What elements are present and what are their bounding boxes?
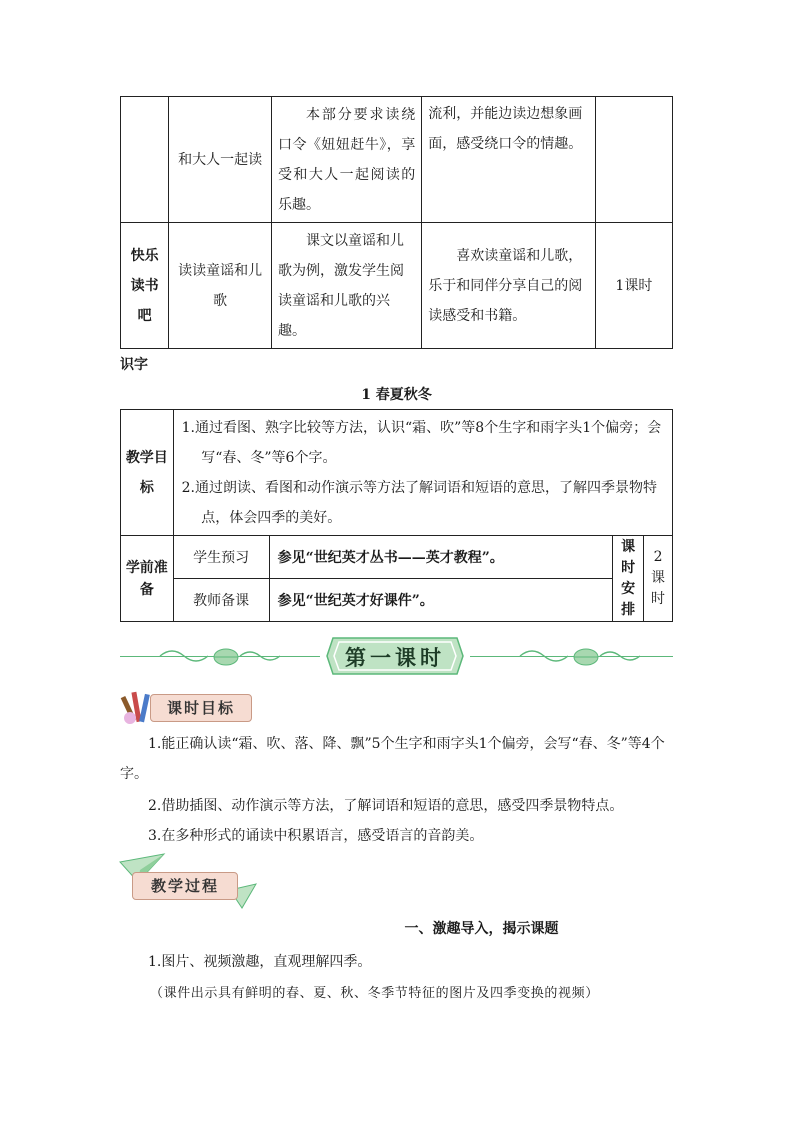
table-row xyxy=(121,223,673,349)
table-cell xyxy=(269,579,613,622)
table-row xyxy=(121,410,673,536)
student-label: 学生预习 xyxy=(193,550,250,566)
table-cell xyxy=(644,536,673,622)
lesson-plan-table xyxy=(120,409,673,622)
objective-item: 2.借助插图、动作演示等方法，了解词语和短语的意思，感受四季景物特点。 xyxy=(148,798,624,814)
cell-text: 喜欢读童谣和儿歌，乐于和同伴分享自己的阅读感受和书籍。 xyxy=(428,247,583,324)
lesson-title: 1 春夏秋冬 xyxy=(361,387,432,403)
cell-text: 流利，并能边读边想象画面，感受绕口令的情趣。 xyxy=(428,106,583,152)
objective-item: 3.在多种形式的诵读中积累语言，感受语言的音韵美。 xyxy=(148,828,484,844)
table-cell xyxy=(272,223,422,349)
part1-heading: 一、激趣导入，揭示课题 xyxy=(404,921,559,937)
cell-text: 读读童谣和儿歌 xyxy=(178,262,263,309)
teacher-value: 参见“世纪英才好课件”。 xyxy=(277,593,434,609)
section-heading: 识字 xyxy=(120,357,148,373)
vine-right-icon xyxy=(480,640,650,674)
table-cell xyxy=(121,97,169,223)
student-value: 参见“世纪英才丛书——英才教程”。 xyxy=(277,550,504,566)
table-cell xyxy=(422,223,596,349)
table-row xyxy=(121,97,673,223)
goal-item: 1.通过看图、熟字比较等方法，认识“霜、吹”等8个生字和雨字头1个偏旁；会写“春、冬”等6个字。 xyxy=(181,419,662,466)
schedule-label: 课时安排 xyxy=(621,538,636,618)
table-cell xyxy=(121,223,169,349)
table-cell xyxy=(169,223,272,349)
cell-text: 本部分要求读绕口令《妞妞赶牛》，享受和大人一起阅读的乐趣。 xyxy=(278,106,416,213)
table-cell xyxy=(169,97,272,223)
table-cell xyxy=(269,536,613,579)
cell-text: 课文以童谣和儿歌为例，激发学生阅读童谣和儿歌的兴趣。 xyxy=(278,232,405,339)
step-note: （课件出示具有鲜明的春、夏、秋、冬季节特征的图片及四季变换的视频） xyxy=(150,986,599,1001)
table-cell xyxy=(595,97,672,223)
table-cell xyxy=(173,410,672,536)
table-cell xyxy=(595,223,672,349)
table-cell xyxy=(121,410,174,536)
vine-left-icon xyxy=(150,640,320,674)
prep-label: 学前准备 xyxy=(125,559,168,598)
table-cell xyxy=(422,97,596,223)
table-cell xyxy=(173,579,269,622)
step-item: 1.图片、视频激趣，直观理解四季。 xyxy=(148,954,372,970)
schedule-value: 2课时 xyxy=(651,549,666,607)
row-label: 快乐读书吧 xyxy=(130,247,159,324)
teacher-label: 教师备课 xyxy=(193,593,250,609)
curriculum-table xyxy=(120,96,673,349)
table-cell xyxy=(272,97,422,223)
goal-label: 教学目标 xyxy=(125,449,168,496)
table-row xyxy=(121,536,673,579)
objective-item: 1.能正确认读“霜、吹、落、降、飘”5个生字和雨字头1个偏旁，会写“春、冬”等4个字。 xyxy=(120,736,665,782)
banner-title: 第一课时 xyxy=(345,645,445,670)
cell-text: 1课时 xyxy=(615,277,653,294)
table-cell xyxy=(121,536,174,622)
goal-item: 2.通过朗读、看图和动作演示等方法了解词语和短语的意思，了解四季景物特点，体会四季的美好。 xyxy=(181,479,657,526)
objectives-badge: 课时目标 xyxy=(150,694,252,722)
table-row xyxy=(121,579,673,622)
process-badge: 教学过程 xyxy=(132,872,238,900)
table-cell xyxy=(173,536,269,579)
table-cell xyxy=(613,536,644,622)
cell-text: 和大人一起读 xyxy=(178,151,263,168)
